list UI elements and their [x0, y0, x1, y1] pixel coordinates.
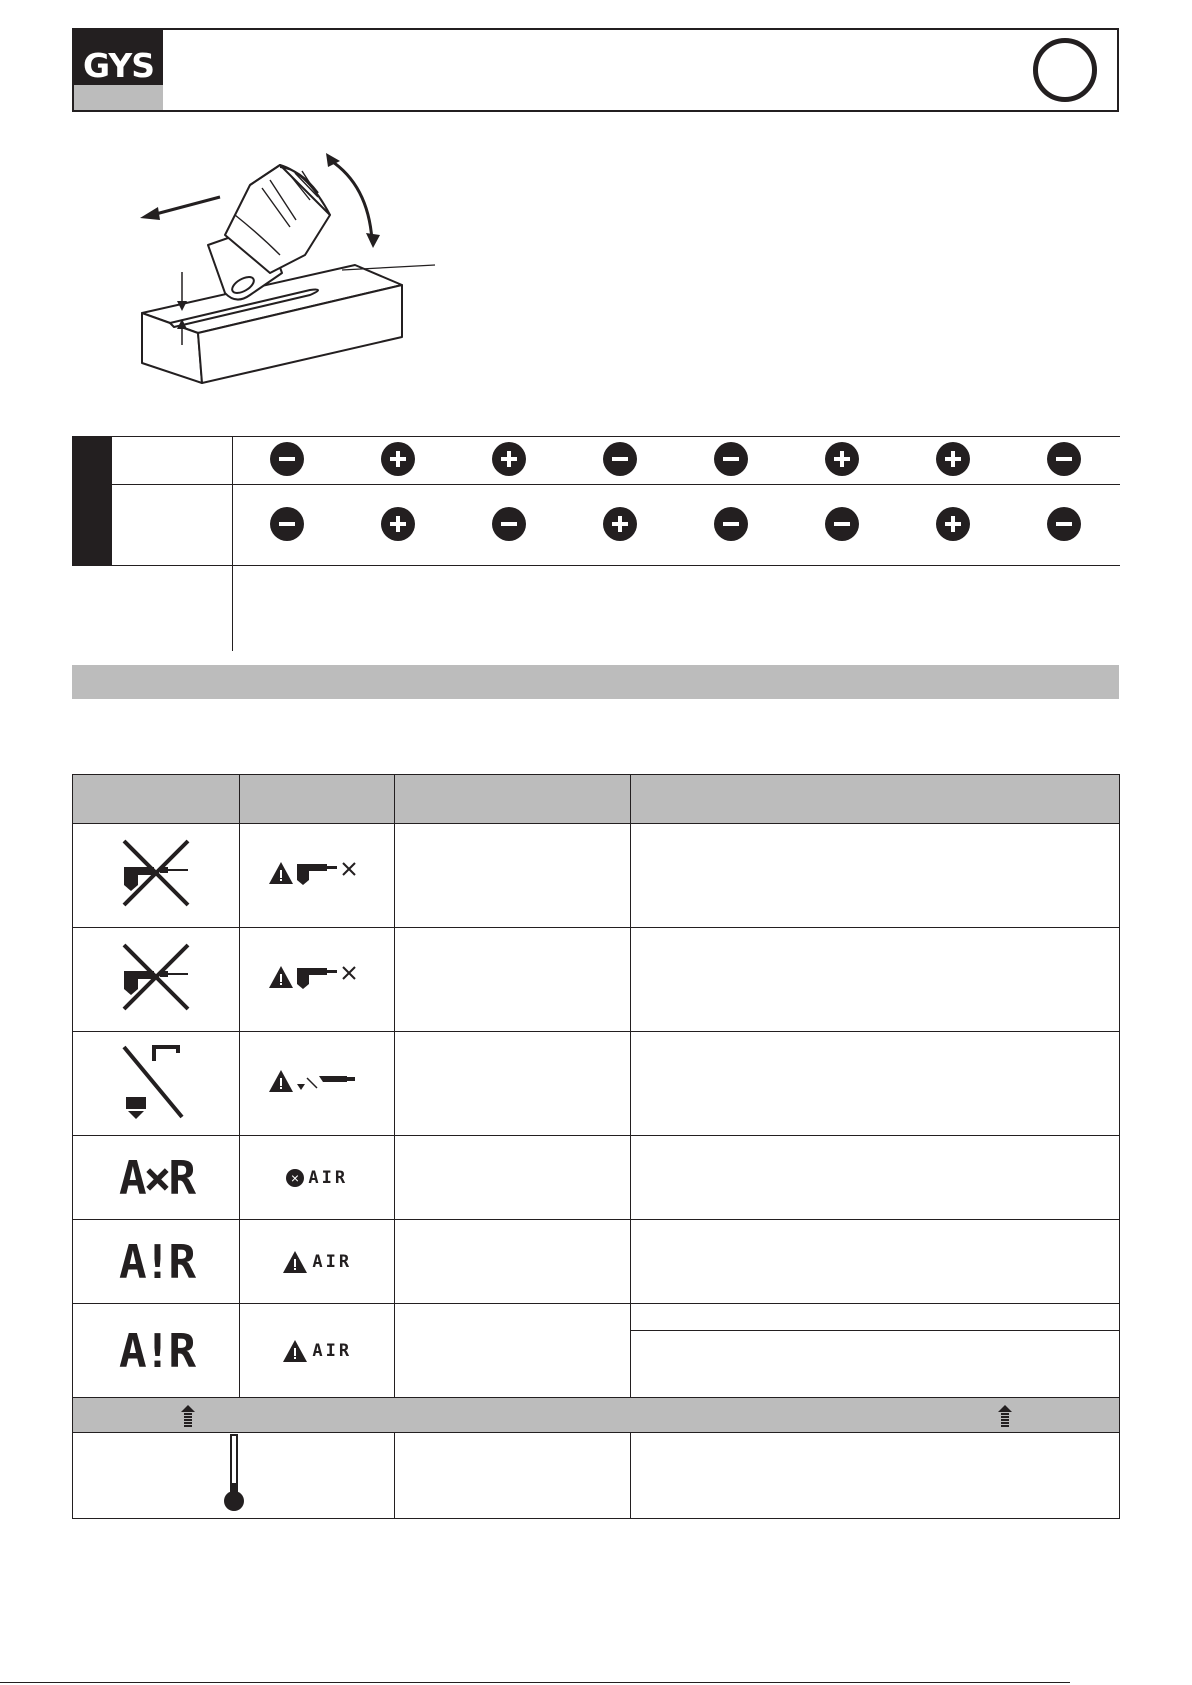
- header-cell: [395, 775, 631, 824]
- lcd-icon-cell: [73, 824, 240, 928]
- table-header-row: [73, 775, 1120, 824]
- air-warning-lcd-text: A!R: [118, 1234, 194, 1289]
- warning-icon: [282, 1250, 308, 1274]
- display-icon-cell: [240, 1136, 395, 1220]
- language-circle-icon: [1033, 38, 1097, 102]
- table-row: [73, 1032, 1120, 1136]
- plasma-torch-illustration: [130, 145, 450, 395]
- error-circle-icon: ×: [286, 1169, 304, 1187]
- arrow-up-icon: [181, 1405, 195, 1427]
- table-row: [73, 1433, 1120, 1519]
- error-table: [72, 774, 1120, 1519]
- display-icon-cell: [240, 1220, 395, 1304]
- logo-band: [74, 85, 163, 110]
- table-row: [73, 1220, 1120, 1304]
- minus-polarity-icon: [270, 442, 304, 476]
- plus-polarity-icon: [381, 507, 415, 541]
- cause-cell: [395, 1304, 631, 1398]
- lcd-icon-cell: [73, 1220, 240, 1304]
- plus-polarity-icon: [936, 442, 970, 476]
- plus-polarity-icon: [603, 507, 637, 541]
- warning-torch-x-icon: [267, 962, 367, 992]
- minus-polarity-icon: [492, 507, 526, 541]
- cause-cell: [395, 1433, 631, 1519]
- logo-text: GYS: [82, 46, 155, 85]
- divider: [72, 436, 1120, 437]
- header-cell: [631, 775, 1120, 824]
- warning-icon: [282, 1339, 308, 1363]
- minus-polarity-icon: [1047, 507, 1081, 541]
- warning-torch-x-icon: [267, 858, 367, 888]
- solution-cell: [631, 1304, 1120, 1398]
- lcd-icon-cell: [73, 928, 240, 1032]
- solution-cell: [631, 824, 1120, 928]
- no-air-lcd-text: A×R: [118, 1150, 194, 1205]
- solution-cell: [631, 1136, 1120, 1220]
- lcd-icon-cell: [73, 1136, 240, 1220]
- cause-cell: [395, 1220, 631, 1304]
- divider: [72, 565, 1120, 566]
- footer-rule: [0, 1682, 1070, 1683]
- header-cell: [73, 775, 240, 824]
- solution-cell: [631, 1032, 1120, 1136]
- air-display-text: AIR: [312, 1251, 353, 1272]
- cause-cell: [395, 1136, 631, 1220]
- minus-polarity-icon: [603, 442, 637, 476]
- polarity-side-bar: [72, 436, 112, 565]
- thermometer-icon: [221, 1433, 247, 1513]
- minus-polarity-icon: [825, 507, 859, 541]
- air-display-text: AIR: [312, 1340, 353, 1361]
- warning-nozzle-icon: [267, 1066, 367, 1096]
- cause-cell: [395, 928, 631, 1032]
- solution-cell: [631, 928, 1120, 1032]
- air-display-text: AIR: [308, 1167, 349, 1188]
- display-icon-cell: [240, 1304, 395, 1398]
- plus-polarity-icon: [825, 442, 859, 476]
- torch-crossed-icon: [118, 939, 194, 1015]
- solution-cell: [631, 1433, 1120, 1519]
- arrow-up-icon: [998, 1405, 1012, 1427]
- plus-polarity-icon: [492, 442, 526, 476]
- minus-polarity-icon: [270, 507, 304, 541]
- display-icon-cell: [240, 824, 395, 928]
- lcd-icon-cell: [73, 1032, 240, 1136]
- thermal-icon-cell: [73, 1433, 395, 1519]
- header-cell: [240, 775, 395, 824]
- divider: [112, 484, 1120, 485]
- air-warning-lcd-text: A!R: [118, 1323, 194, 1378]
- display-icon-cell: [240, 1032, 395, 1136]
- plus-polarity-icon: [936, 507, 970, 541]
- solution-cell: [631, 1220, 1120, 1304]
- minus-polarity-icon: [714, 507, 748, 541]
- lcd-icon-cell: [73, 1304, 240, 1398]
- table-row: [73, 824, 1120, 928]
- page-header: [72, 28, 1119, 112]
- section-row: [73, 1398, 1120, 1433]
- solution-subcell: [631, 1304, 1119, 1331]
- table-row: [73, 1304, 1120, 1398]
- table-row: [73, 928, 1120, 1032]
- section-row-cell: [73, 1398, 1120, 1433]
- plus-polarity-icon: [381, 442, 415, 476]
- torch-crossed-icon: [118, 835, 194, 911]
- nozzle-disconnected-icon: [116, 1041, 196, 1121]
- minus-polarity-icon: [714, 442, 748, 476]
- divider: [232, 436, 233, 651]
- table-row: [73, 1136, 1120, 1220]
- section-band: [72, 665, 1119, 699]
- minus-polarity-icon: [1047, 442, 1081, 476]
- cause-cell: [395, 824, 631, 928]
- gys-logo: [74, 30, 163, 110]
- cause-cell: [395, 1032, 631, 1136]
- display-icon-cell: [240, 928, 395, 1032]
